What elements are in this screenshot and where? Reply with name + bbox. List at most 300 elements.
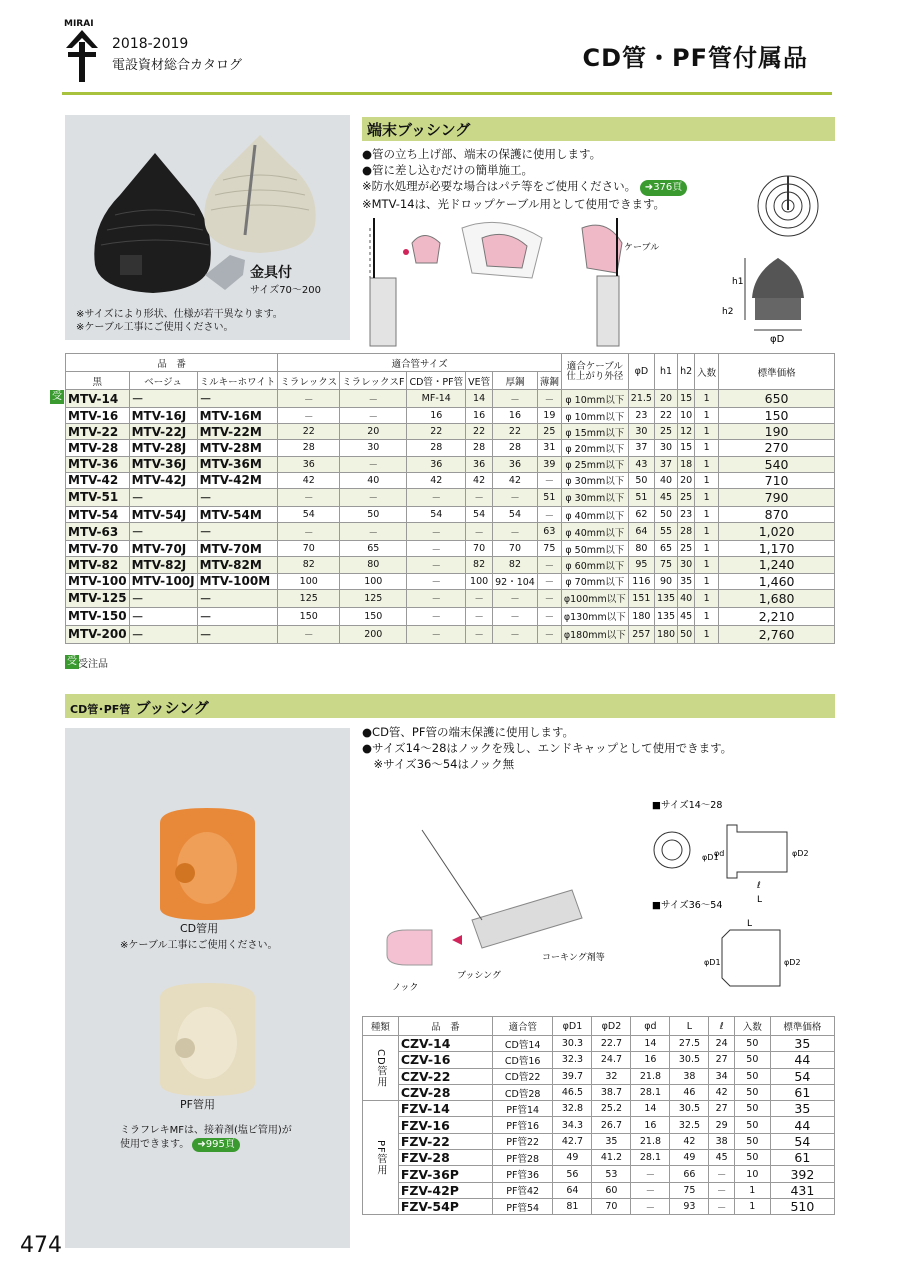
table-row xyxy=(66,408,835,424)
page-header xyxy=(0,0,900,100)
l-small-label-a: ℓ xyxy=(757,881,761,891)
table-cell: 23 xyxy=(628,408,654,424)
table-row xyxy=(66,488,835,506)
table-cell: MTV-16J xyxy=(129,408,197,424)
table-cell: PF管16 xyxy=(492,1117,552,1133)
table-cell: 75 xyxy=(654,557,677,573)
table-row xyxy=(363,1117,835,1133)
table-cell: 36 xyxy=(278,456,340,472)
table-cell: 80 xyxy=(628,541,654,557)
table-header-cell: 入数 xyxy=(734,1017,770,1036)
table-header-cell: ℓ xyxy=(709,1017,734,1036)
mirai-logo xyxy=(62,14,102,84)
th-cd-pf: CD管・PF管 xyxy=(407,372,466,390)
table-cell: 1 xyxy=(695,523,719,541)
table-cell: 54 xyxy=(407,506,466,522)
table-cell: － xyxy=(197,488,278,506)
table-cell: 28 xyxy=(466,440,493,456)
table-cell: 28 xyxy=(493,440,538,456)
table-cell: 50 xyxy=(734,1101,770,1117)
th-black: 黒 xyxy=(66,372,130,390)
table-cell: 64 xyxy=(628,523,654,541)
table-cell: 116 xyxy=(628,573,654,589)
bushing-label: ブッシング xyxy=(457,971,501,981)
table-cell: 40 xyxy=(654,472,677,488)
table-cell: CZV-22 xyxy=(398,1068,492,1084)
d1-label-a: φD1 xyxy=(702,853,719,862)
table-cell: FZV-16 xyxy=(398,1117,492,1133)
table-cell: 24.7 xyxy=(592,1052,631,1068)
table-cell: 10 xyxy=(734,1166,770,1182)
table-row xyxy=(66,440,835,456)
page-ref-badge[interactable]: ➜376頁 xyxy=(640,180,687,196)
th-cable: 適合ケーブル仕上がり外径 xyxy=(561,354,628,390)
table-cell: MTV-14 xyxy=(66,390,130,408)
table-cell: 45 xyxy=(654,488,677,506)
th-ve: VE管 xyxy=(466,372,493,390)
th-h1: h1 xyxy=(654,354,677,390)
group-label: CD管用 xyxy=(363,1036,399,1101)
table-cell: － xyxy=(709,1198,734,1214)
pf-note-line xyxy=(120,1138,292,1152)
table-cell: φ 40mm以下 xyxy=(561,506,628,522)
table-cell: 36 xyxy=(493,456,538,472)
table-cell: － xyxy=(340,488,407,506)
table-cell: FZV-28 xyxy=(398,1150,492,1166)
table-row xyxy=(66,456,835,472)
product-photo-terminal-bushing xyxy=(65,115,350,340)
table-cell: 26.7 xyxy=(592,1117,631,1133)
bullet-line: ●管の立ち上げ部、端末の保護に使用します。 xyxy=(362,147,602,161)
table-cell: CD管16 xyxy=(492,1052,552,1068)
table-cell: 61 xyxy=(770,1150,834,1166)
table-cell: 270 xyxy=(719,440,835,456)
table-cell: － xyxy=(537,573,561,589)
table-cell: 50 xyxy=(734,1084,770,1100)
table-cell: φ 30mm以下 xyxy=(561,488,628,506)
table-row xyxy=(363,1133,835,1149)
table-cell: 70 xyxy=(278,541,340,557)
table-cell: 100 xyxy=(278,573,340,589)
table-cell: 431 xyxy=(770,1182,834,1198)
table-cell: 54 xyxy=(770,1068,834,1084)
table-cell: CZV-14 xyxy=(398,1036,492,1052)
table-cell: MTV-36M xyxy=(197,456,278,472)
table-cell: 51 xyxy=(537,488,561,506)
table-cell: － xyxy=(537,390,561,408)
table-row xyxy=(363,1198,835,1214)
table-cell: MTV-22J xyxy=(129,424,197,440)
table-cell: MTV-16 xyxy=(66,408,130,424)
header-rule xyxy=(62,92,832,95)
pf-note-line: ミラフレキMFは、接着剤(塩ビ管用)が xyxy=(120,1125,292,1136)
kanagu-size: サイズ70～200 xyxy=(250,285,322,296)
table-row xyxy=(363,1084,835,1100)
table-cell: 40 xyxy=(678,589,695,607)
table-cell: 870 xyxy=(719,506,835,522)
table-cell: 710 xyxy=(719,472,835,488)
table-cell: 46.5 xyxy=(553,1084,592,1100)
table-cell: － xyxy=(537,589,561,607)
table-cell: － xyxy=(197,523,278,541)
table-cell: － xyxy=(197,625,278,643)
table-cell: － xyxy=(407,541,466,557)
table-cell: 190 xyxy=(719,424,835,440)
table-cell: φ130mm以下 xyxy=(561,607,628,625)
table-cell: 23 xyxy=(678,506,695,522)
section-title-prefix: CD管･PF管 xyxy=(70,703,131,716)
table-cell: PF管54 xyxy=(492,1198,552,1214)
terminal-bushing-table xyxy=(65,353,835,644)
table-cell: 93 xyxy=(670,1198,709,1214)
table-cell: 14 xyxy=(631,1036,670,1052)
table-cell: 32.5 xyxy=(670,1117,709,1133)
table-cell: 1 xyxy=(734,1182,770,1198)
th-price: 標準価格 xyxy=(719,354,835,390)
page-title: CD管・PF管付属品 xyxy=(582,44,808,72)
table-cell: 42 xyxy=(493,472,538,488)
table-cell: 22 xyxy=(654,408,677,424)
table-header-cell: φd xyxy=(631,1017,670,1036)
table-cell: － xyxy=(407,573,466,589)
table-cell: CZV-16 xyxy=(398,1052,492,1068)
table-cell: － xyxy=(631,1182,670,1198)
d2-label-b: φD2 xyxy=(784,958,801,967)
table-cell: 20 xyxy=(654,390,677,408)
table-cell: 21.8 xyxy=(631,1068,670,1084)
pf-caption: PF管用 xyxy=(180,1098,215,1111)
table-header-cell: 種類 xyxy=(363,1017,399,1036)
d2-label-a: φD2 xyxy=(792,849,809,858)
table-cell: 39.7 xyxy=(553,1068,592,1084)
table-header-cell: 品 番 xyxy=(398,1017,492,1036)
table-cell: MTV-42M xyxy=(197,472,278,488)
table-cell: CD管14 xyxy=(492,1036,552,1052)
table-cell: 28 xyxy=(678,523,695,541)
made-to-order-note: 受注品 xyxy=(78,659,108,670)
table-cell: － xyxy=(340,456,407,472)
table-cell: 14 xyxy=(631,1101,670,1117)
table-cell: MTV-42J xyxy=(129,472,197,488)
table-cell: 16 xyxy=(466,408,493,424)
table-cell: 22 xyxy=(466,424,493,440)
cd-note: ※ケーブル工事にご使用ください。 xyxy=(120,940,278,951)
section2-bullets xyxy=(362,724,837,772)
table-cell: 50 xyxy=(734,1133,770,1149)
th-phiD: φD xyxy=(628,354,654,390)
th-thick-steel: 厚鋼 xyxy=(493,372,538,390)
table-cell: 16 xyxy=(493,408,538,424)
table-cell: MTV-28 xyxy=(66,440,130,456)
table-cell: 35 xyxy=(770,1101,834,1117)
size-a-label: ■サイズ14～28 xyxy=(652,800,723,811)
table-cell: － xyxy=(278,625,340,643)
table-cell: 66 xyxy=(670,1166,709,1182)
table-row xyxy=(66,506,835,522)
table-cell: 1,170 xyxy=(719,541,835,557)
table-row xyxy=(363,1052,835,1068)
table-cell: 62 xyxy=(628,506,654,522)
table-cell: 38 xyxy=(709,1133,734,1149)
table-cell: 50 xyxy=(734,1036,770,1052)
table-cell: CZV-28 xyxy=(398,1084,492,1100)
table-cell: － xyxy=(278,523,340,541)
catalog-year: 2018-2019 xyxy=(112,36,189,52)
table-cell: MTV-22 xyxy=(66,424,130,440)
table-cell: － xyxy=(407,557,466,573)
table-cell: FZV-14 xyxy=(398,1101,492,1117)
table-cell: 1 xyxy=(695,541,719,557)
table-cell: － xyxy=(709,1182,734,1198)
table-cell: 42 xyxy=(670,1133,709,1149)
table-cell: － xyxy=(197,390,278,408)
table-cell: 125 xyxy=(278,589,340,607)
table-cell: － xyxy=(709,1166,734,1182)
table-cell: φ 70mm以下 xyxy=(561,573,628,589)
th-group-pipe: 適合管サイズ xyxy=(278,354,562,372)
cd-caption: CD管用 xyxy=(180,922,219,935)
table-cell: 63 xyxy=(537,523,561,541)
table-cell: φ 10mm以下 xyxy=(561,390,628,408)
table-cell: － xyxy=(129,390,197,408)
table-cell: 81 xyxy=(553,1198,592,1214)
table-cell: 45 xyxy=(709,1150,734,1166)
table-cell: 1 xyxy=(695,390,719,408)
table-cell: 50 xyxy=(678,625,695,643)
table-cell: 32.8 xyxy=(553,1101,592,1117)
table-cell: － xyxy=(537,472,561,488)
table-cell: － xyxy=(197,589,278,607)
table-cell: 1,020 xyxy=(719,523,835,541)
table-cell: 125 xyxy=(340,589,407,607)
table-cell: 35 xyxy=(678,573,695,589)
table-cell: 150 xyxy=(278,607,340,625)
table-cell: MTV-51 xyxy=(66,488,130,506)
table-cell: 42.7 xyxy=(553,1133,592,1149)
table-cell: － xyxy=(493,589,538,607)
table-cell: 30 xyxy=(628,424,654,440)
table-cell: 2,760 xyxy=(719,625,835,643)
table-cell: 54 xyxy=(770,1133,834,1149)
table-cell: 28.1 xyxy=(631,1084,670,1100)
table-cell: 2,210 xyxy=(719,607,835,625)
table-cell: MTV-82 xyxy=(66,557,130,573)
page-ref-text: 995頁 xyxy=(205,1139,235,1150)
table-cell: － xyxy=(407,523,466,541)
table-cell: 25.2 xyxy=(592,1101,631,1117)
product-photo-cd-pf-bushing xyxy=(65,728,350,1248)
table-header-cell: φD2 xyxy=(592,1017,631,1036)
table-cell: 650 xyxy=(719,390,835,408)
table-cell: － xyxy=(493,488,538,506)
table-cell: MTV-28M xyxy=(197,440,278,456)
table-cell: 257 xyxy=(628,625,654,643)
table-cell: MTV-63 xyxy=(66,523,130,541)
table-row xyxy=(66,557,835,573)
table-cell: MTV-100M xyxy=(197,573,278,589)
table-cell: － xyxy=(278,390,340,408)
table-cell: FZV-42P xyxy=(398,1182,492,1198)
table-cell: 392 xyxy=(770,1166,834,1182)
page-ref-badge[interactable]: ➜995頁 xyxy=(192,1138,239,1152)
table-cell: 75 xyxy=(670,1182,709,1198)
table-cell: － xyxy=(493,625,538,643)
table-cell: 40 xyxy=(340,472,407,488)
L-label-a: L xyxy=(757,895,763,905)
table-cell: 1,240 xyxy=(719,557,835,573)
table-cell: 42 xyxy=(278,472,340,488)
table-cell: － xyxy=(340,408,407,424)
d1-label-b: φD1 xyxy=(704,958,721,967)
table-cell: φ 20mm以下 xyxy=(561,440,628,456)
table-cell: － xyxy=(631,1166,670,1182)
table-cell: MTV-28J xyxy=(129,440,197,456)
table-cell: 50 xyxy=(734,1068,770,1084)
table-cell: － xyxy=(631,1198,670,1214)
table-cell: 54 xyxy=(493,506,538,522)
table-cell: 50 xyxy=(734,1150,770,1166)
table-cell: 14 xyxy=(466,390,493,408)
table-cell: 180 xyxy=(654,625,677,643)
table-cell: φ180mm以下 xyxy=(561,625,628,643)
table-cell: 1 xyxy=(695,472,719,488)
pf-note-text: 使用できます。 xyxy=(120,1139,190,1150)
table-cell: 55 xyxy=(654,523,677,541)
table-cell: 1 xyxy=(695,408,719,424)
table-cell: 82 xyxy=(278,557,340,573)
table-cell: MTV-42 xyxy=(66,472,130,488)
table-cell: MTV-100 xyxy=(66,573,130,589)
table-cell: 25 xyxy=(678,488,695,506)
table-cell: － xyxy=(129,625,197,643)
table-row xyxy=(66,390,835,408)
th-qty: 入数 xyxy=(695,354,719,390)
table-cell: 1 xyxy=(734,1198,770,1214)
catalog-name: 電設資材総合カタログ xyxy=(112,58,243,73)
th-mirarex-f: ミラレックスF xyxy=(340,372,407,390)
table-cell: 22 xyxy=(493,424,538,440)
table-cell: φ 50mm以下 xyxy=(561,541,628,557)
table-cell: MTV-70 xyxy=(66,541,130,557)
cable-label: ケーブル xyxy=(624,243,660,253)
table-cell: 44 xyxy=(770,1052,834,1068)
table-cell: 1 xyxy=(695,424,719,440)
table-cell: － xyxy=(129,589,197,607)
table-cell: MTV-70J xyxy=(129,541,197,557)
h1-label: h1 xyxy=(732,277,744,287)
table-cell: 150 xyxy=(719,408,835,424)
section-title-cd-pf-bushing xyxy=(70,697,209,718)
table-cell: MTV-54 xyxy=(66,506,130,522)
table-cell: 27 xyxy=(709,1101,734,1117)
table-cell: 50 xyxy=(654,506,677,522)
table-cell: 21.5 xyxy=(628,390,654,408)
table-cell: 18 xyxy=(678,456,695,472)
table-cell: 28 xyxy=(407,440,466,456)
table-cell: 31 xyxy=(537,440,561,456)
table-cell: φ100mm以下 xyxy=(561,589,628,607)
table-cell: 16 xyxy=(631,1117,670,1133)
table-cell: PF管14 xyxy=(492,1101,552,1117)
table-cell: 43 xyxy=(628,456,654,472)
table-row xyxy=(363,1036,835,1052)
table-cell: － xyxy=(466,589,493,607)
table-cell: － xyxy=(129,607,197,625)
caulk-label: コーキング剤等 xyxy=(542,953,605,963)
bushing-dimension-diagram xyxy=(362,790,837,1010)
table-cell: 36 xyxy=(466,456,493,472)
kanagu-label: 金具付 xyxy=(250,265,292,281)
table-cell: MTV-82M xyxy=(197,557,278,573)
cd-pf-bushing-table xyxy=(362,1016,835,1215)
table-cell: 27 xyxy=(709,1052,734,1068)
table-cell: － xyxy=(340,523,407,541)
table-cell: － xyxy=(493,523,538,541)
table-cell: 32 xyxy=(592,1068,631,1084)
table-cell: 1,680 xyxy=(719,589,835,607)
made-to-order-legend-mark: 受 xyxy=(67,656,77,667)
table-cell: － xyxy=(537,625,561,643)
table-cell: － xyxy=(129,488,197,506)
table-cell: PF管22 xyxy=(492,1133,552,1149)
table-cell: 39 xyxy=(537,456,561,472)
table-cell: 135 xyxy=(654,589,677,607)
table-cell: 80 xyxy=(340,557,407,573)
table-cell: － xyxy=(407,625,466,643)
table-cell: 42 xyxy=(466,472,493,488)
table-cell: 1 xyxy=(695,607,719,625)
table-cell: PF管28 xyxy=(492,1150,552,1166)
table-cell: 34.3 xyxy=(553,1117,592,1133)
table-cell: 510 xyxy=(770,1198,834,1214)
table-cell: MTV-82J xyxy=(129,557,197,573)
bullet-line: ●サイズ14～28はノックを残し、エンドキャップとして使用できます。 xyxy=(362,741,733,755)
table-cell: 1,460 xyxy=(719,573,835,589)
table-cell: 30 xyxy=(340,440,407,456)
table-cell: 30.3 xyxy=(553,1036,592,1052)
table-cell: MTV-54M xyxy=(197,506,278,522)
table-row xyxy=(363,1182,835,1198)
table-cell: － xyxy=(407,589,466,607)
table-cell: 1 xyxy=(695,506,719,522)
table-cell: 35 xyxy=(592,1133,631,1149)
table-cell: 61 xyxy=(770,1084,834,1100)
th-milky-white: ミルキーホワイト xyxy=(197,372,278,390)
table-row xyxy=(66,573,835,589)
knock-label: ノック xyxy=(392,983,419,993)
table-cell: 44 xyxy=(770,1117,834,1133)
section-title-main: ブッシング xyxy=(135,699,209,717)
table-cell: 200 xyxy=(340,625,407,643)
table-row xyxy=(66,541,835,557)
table-cell: 42 xyxy=(407,472,466,488)
table-cell: MF-14 xyxy=(407,390,466,408)
th-thin-steel: 薄鋼 xyxy=(537,372,561,390)
th-mirarex: ミラレックス xyxy=(278,372,340,390)
size-b-label: ■サイズ36～54 xyxy=(652,900,723,911)
table-cell: MTV-36 xyxy=(66,456,130,472)
table-cell: 21.8 xyxy=(631,1133,670,1149)
bullet-line: ●管に差し込むだけの簡単施工。 xyxy=(362,163,534,177)
table-cell: 90 xyxy=(654,573,677,589)
table-cell: 22.7 xyxy=(592,1036,631,1052)
table-row xyxy=(66,424,835,440)
table-cell: 1 xyxy=(695,557,719,573)
table-cell: － xyxy=(407,488,466,506)
table-cell: 54 xyxy=(278,506,340,522)
table-cell: 180 xyxy=(628,607,654,625)
table-cell: MTV-36J xyxy=(129,456,197,472)
